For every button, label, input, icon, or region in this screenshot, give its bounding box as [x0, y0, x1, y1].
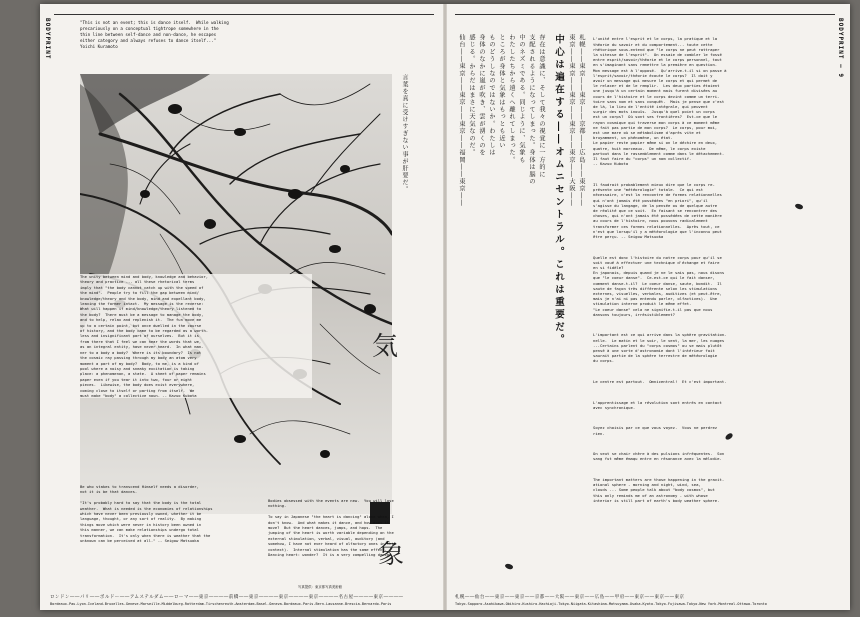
- bottom-city-bar-left: [40, 594, 445, 610]
- cities-english-left: Bordeaux-Pau-Lyon-Iceland-Bruxelles-Geneve-Marseille-Middelburg-Rotterdam-Tirschenreuth-Amsterdam-Basel-Geneva-Bordeaux-Paris-Bern-Lausanne-Brescia-Bernardo-Paris: [50, 602, 392, 606]
- cities-japanese-right: 札幌――仙台――東京――東京――京都――大阪――東京――広島――甲府――東京――東京――東京: [455, 595, 685, 600]
- jp-col-2: 中のネズミである。同じように、気象も: [518, 34, 525, 164]
- quote-top: "This is not an event; this is dance itself. While walking precariously on a conceptual tightrope somewhere in the thin line between self-dance and non-dance, he escapes either category and always refuses to dance itself..." Yoichi Kuramoto: [80, 20, 229, 49]
- jp-col-9: 札幌――東京――東京――京都――広島――東京――: [578, 34, 585, 207]
- jp-col-6: 身体のなかに嵐が吹き、雲が湧くのを: [478, 34, 485, 157]
- english-essay-matsuoka: Be who stakes to transcend Himself needs a disorder, not it is be that dances. "It's probably hard to say that the body is the total weather. What is needed is the economies of relationships which have never been previously owned, whether it be language, thought, or any sort of reality. By making things move which were never in history been owned in this manner, we can make relationships undergo total transformation. It's only when there is weather that the unknown can be perceived at all." -- Seigow Matsuoka: [80, 484, 213, 544]
- magazine-spread: [40, 4, 850, 610]
- en-paragraph-gravitational: The important matters are those happening in the gravit- ational sphere - morning and night, wind, sea, clouds ... Some people talk about "body cosmos", but this only reminds me of an astronomy - with whose interior is still part of earth's body weather sphere.: [593, 477, 725, 503]
- top-rule-right: [455, 14, 835, 15]
- jp-col-5: ものどうしなのではないか。わたしは: [488, 34, 495, 157]
- fr-paragraph-1: Il faudrait probablement mieux dire que le corps re- présente une "météorologie" totale. Ce qui est nécessaire, c'est la rencontre de formes relationnelles qui n'ont jamais été possédées "en priori", qu'il s'agisse du langage, de la pensée ou de quelque autre de réalité que ce soit. En faisant se rencontrer des choses, qui n'ont jamais été possédées de cette manière au cours de l'histoire, nous pouvons radicalement transformer ces formes relationnelles. Après tout, ce n'est que lorsqu'il y a météorologie que l'inconnu peut être perçu. -- Seigow Matsuoka: [593, 181, 722, 239]
- jp-col-7: 感じる。からだはまさに天気なのだ。: [468, 34, 475, 157]
- jp-col-10: 仙台――東京――東京――東京――福岡――東京――: [458, 34, 465, 207]
- left-page: [40, 4, 445, 610]
- fr-paragraph-3: L'important est ce qui arrive dans la sphère gravitation- nelle. Le matin et le soir, le vent, la mer, les nuages ...Certains parlent du "corps cosmos" ou se mais plutôt pensé à une sorte d'astronomie dont l'intérieur fait saurait partie de la sphère terrestre de météorologie du corps.: [593, 332, 727, 364]
- bottom-city-bar-right: [445, 594, 850, 610]
- cities-english-right: Tokyo-Sapporo-Asahikawa-Obihiro-Kushiro-Hachioji-Tokyo-Niigata-Kitashima-Matsuyama-Osaka-Kyoto-Tokyo-Fujisawa-Tokyo-New York-Montreal-Ottawa-Toronto: [455, 602, 767, 606]
- japanese-heading: 中心は遍在する――オムニセントラル。これは重要だ。: [553, 34, 564, 347]
- english-essay-heart: Bodies obsessed with the events are new. You will lose nothing. To say in Japanese "the heart is dancing" alone when, I don't know. And what makes it dance, and how does it move? But the heart dances, jumps, and hops. The jumping of the heart is worth variable depending on the external stimulation, verbal, visual, auditory (and somehow, I have not ever heard of olfactory ones in this context). Internal stimulation has the same effect. Dancing heart: wonder? It is a very compelling dance!: [268, 498, 397, 558]
- right-page: [445, 4, 850, 610]
- top-rule-left: [54, 14, 434, 15]
- jp-col-1: 支配されるようになってしまった。身体は脳の: [528, 34, 535, 186]
- ink-flake: [504, 563, 513, 571]
- fr-paragraph-6: Soyez choisis par ce que vous voyez. Vous ne perdrez rien.: [593, 425, 718, 436]
- english-essay-kubota: The unity between mind and body, knowledge and behavior, theory and practice ... all these rhetorical terms imply that "the body cannot catch up with the speed of the mind". People try to fill the gap between mind/ knowledge/theory and the body, mind and expellant body, leaving the former intact. My message is the reverse: What will happen if mind/knowledge/theory listened to the body? There must be a message to manage the body, and to help, relax and replenish it. The fun move me up to a certain point, but once dwelled in the course of history, and the body came to be regarded as a worth- less and insignificant part of ourselves. But it is from there that I feel we can hear the words that we, as an integral entity, have never heard. In what man- ner to a body a body? Where is its boundary? Is not the cosmic ray passing through my body an atom very moment a part of my body? Body, to me, is a kind of pool where a noisy and sneaky excitation is taking place: a phenomenon, a state. A sheet of paper remains paper even if you tear it into two, four or eight pieces. Likewise, the body does exist everywhere, coming close to itself or parting from itself. We must make "body" a collective noun. -- Kazuo Kubota: [80, 274, 312, 398]
- jp-col-4: ところが身体と気象はもっとも近い: [498, 34, 505, 150]
- side-tab-right: BODYPRINT ― 9: [837, 18, 844, 78]
- side-tab-left: BODYPRINT: [44, 18, 51, 60]
- fr-paragraph-5: L'apprentissage et la révolution sont entrés en contact avec synchronique.: [593, 399, 722, 410]
- japanese-vertical-caption: 言葉を真に受けすぎない事が肝要だ。: [401, 74, 408, 193]
- french-english-column: [593, 26, 825, 518]
- fr-paragraph-7: On veut se chair chère à des pulsions infréquentes. Son sang fut même émaqu entre en résonance avec la mélodie.: [593, 451, 725, 462]
- fr-paragraph-2: Quelle est donc l'histoire du notre corps pour qu'il se soit voué à effectuer une technique d'échange et faire en si fidèle? En japonais, depuis quand je ne le sais pas, nous disons que "le coeur danse". Ce-est-ce qui le fait danser, comment danse-t-il? Le coeur danse, saute, bondit. Il saute de façon très différente selon les stimulations externes, visuelles, verbales, auditives (et peut-être, mais je n'ai ni pas entendu parler, olfactives). Une stimulation interne produit le même effet. "Le coeur danse" cela ne signifie-t-il pas que nous dansons toujours, irrésistiblement?: [593, 254, 725, 317]
- jp-col-8: 東京――東京――東京――東京――東京――大阪――: [568, 34, 575, 207]
- fr-paragraph-0: L'unité entre l'esprit et le corps, la pratique et la théorie du savoir et du comportement... toute cette rhétorique sous-entend que "le corps ne peut rattraper la vitesse de l'esprit". On essaie de combler le fossé entre esprit/savoir/théorie et le corps personnel, tout en s'imaginant sans remettre la première en question. Mon message est à l'opposé. Qu'arrive-t-il si on passe à l'esprit/savoir/théorie écoute le corps? Il doit y avoir un message qui mesure le corps et qui permet de le relaxer et de le remplir. Les deux parties étaient une jusqu'à un certain moment mais furent divisées au cours de l'histoire et le corps devint comme un terri- toire sans nom et sans conquêt. Mais je pense que c'est de là, la lieu de l'entité intégrale, qui peuvent surgir des mots inouïs. Jusqu'à quel point un corps est un corps? Où sont ses frontières? Est-ce que le rayon cosmique qui traverse mon corps à ce moment même ne fait pas partie de mon corps? Le corps, pour moi, est une mare où se métabolisme d'après vite et bruyamment, un phénomène, un état. Le papier reste papier même si on le déchire en deux, quatre, huit morceaux. De même, le corps existe partout dans le rassemblement comme dans le détachement. Il faut faire du "corps" un nom collectif. -- Kazuo Kubota: [593, 36, 727, 167]
- kanji-ki: 気: [372, 332, 399, 362]
- photo-credit: 写真提供：東京都写真美術館: [298, 585, 343, 589]
- kanji-sho: 象: [378, 540, 405, 570]
- cities-japanese-left: ロンドン――パリ――ボルドー――アムステルダム――ローマ――東京――――前橋――東京――――東京――――東京――――名古屋――――東京――――: [50, 595, 404, 600]
- jp-col-3: わたしたちから遠くへ離れてしまった。: [508, 34, 515, 164]
- jp-col-0: 存在は意識に、そして我々の視覚に一方的に: [538, 34, 545, 178]
- fr-paragraph-4: Le centre est partout. Omnicentral! Et c'est important.: [593, 379, 727, 384]
